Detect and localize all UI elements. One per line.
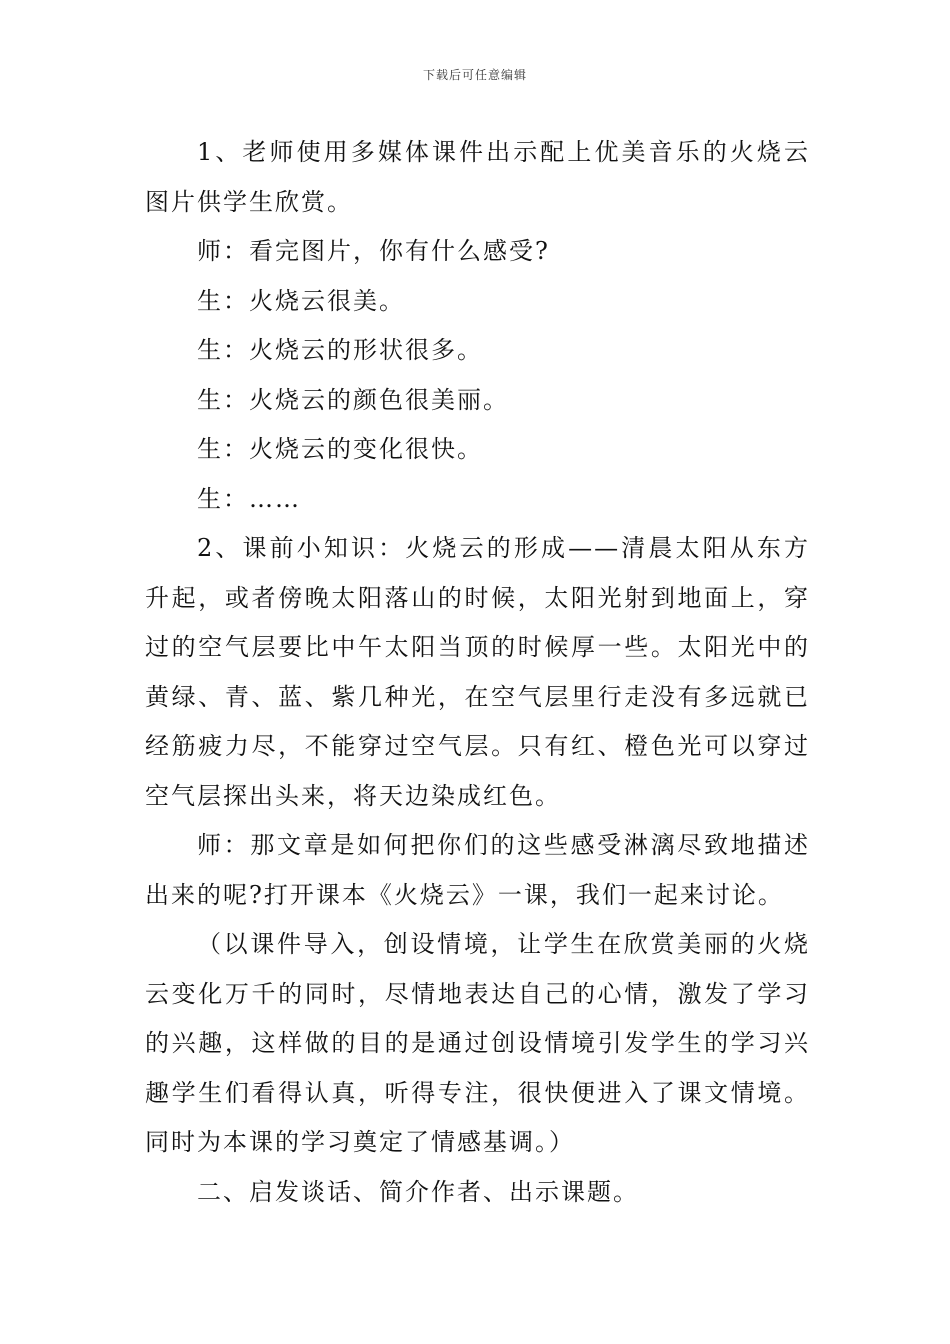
paragraph-2: 师：看完图片，你有什么感受? [197,237,550,265]
paragraph-7: 生：…… [197,484,301,513]
paragraph-1: 1、老师使用多媒体课件出示配上优美音乐的火烧云图片供学生欣赏。 [145,138,810,216]
document-body [145,128,810,1217]
paragraph-5: 生：火烧云的颜色很美丽。 [197,385,509,414]
paragraph-10: （以课件导入，创设情境，让学生在欣赏美丽的火烧云变化万千的同时，尽情地表达自己的心情，激发了学习的兴趣，这样做的目的是通过创设情境引发学生的学习兴趣学生们看得认真，听得专注，很快便进入了课文情境。同时为本课的学习奠定了情感基调。） [145,930,810,1156]
paragraph-3: 生：火烧云很美。 [197,286,405,315]
paragraph-4: 生：火烧云的形状很多。 [197,336,483,364]
paragraph-6: 生：火烧云的变化很快。 [197,435,483,463]
page-header: 下载后可任意编辑 [422,68,527,82]
paragraph-8: 2、课前小知识：火烧云的形成——清晨太阳从东方升起，或者傍晚太阳落山的时候，太阳光射到地面上，穿过的空气层要比中午太阳当顶的时候厚一些。太阳光中的黄绿、青、蓝、紫几种光，在空气层里行走没有多远就已经筋疲力尽，不能穿过空气层。只有红、橙色光可以穿过空气层探出头来，将天边染成红色。 [145,534,810,810]
paragraph-11: 二、启发谈话、简介作者、出示课题。 [197,1177,639,1206]
paragraph-9: 师：那文章是如何把你们的这些感受淋漓尽致地描述出来的呢?打开课本《火烧云》一课，我们一起来讨论。 [145,831,810,909]
